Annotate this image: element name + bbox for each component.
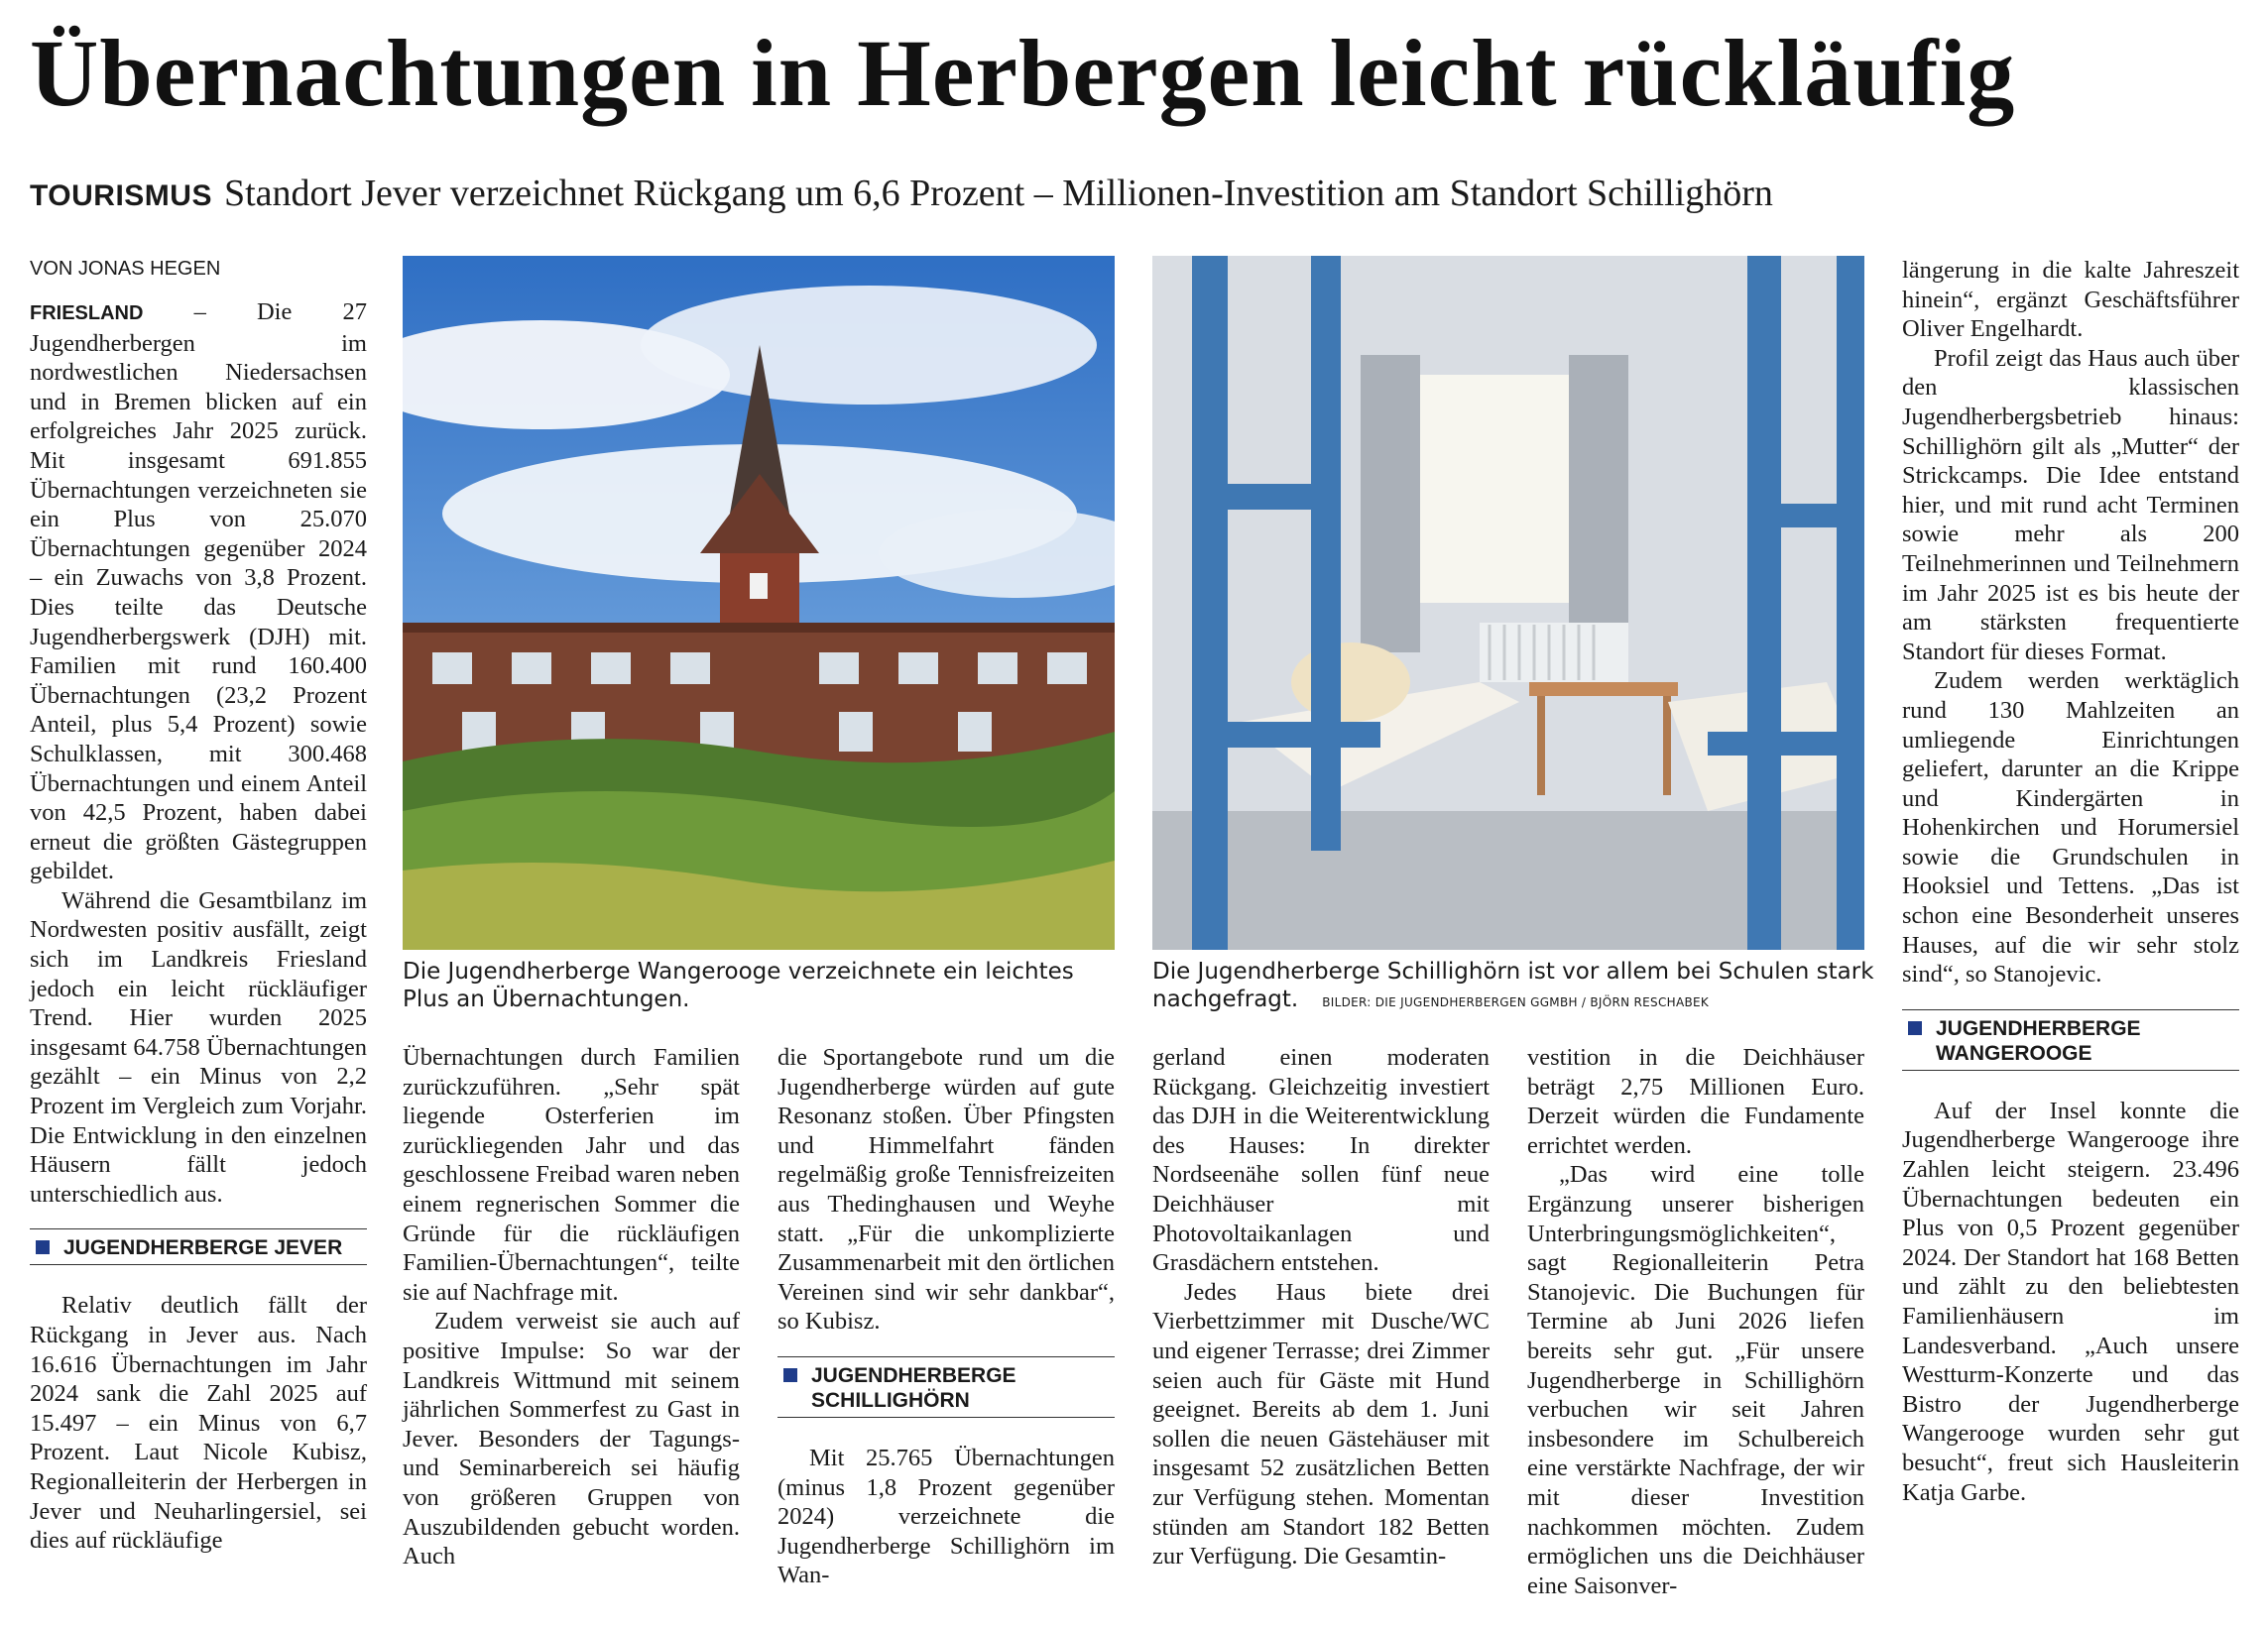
paragraph: Relativ deutlich fällt der Rückgang in Jever aus. Nach 16.616 Übernachtungen im Jahr 2024 sank die Zahl 2025 auf 15.497 – ein Minus von 6,7 Prozent. Laut Nicole Kubisz, Regionalleiterin der Herbergen in Jever und Neuharlingersiel, sei dies auf rückläufige <box>30 1292 367 1555</box>
photo-schillighoern <box>1152 256 1864 950</box>
section-header-line: JUGENDHERBERGE <box>1936 1016 2141 1040</box>
paragraph: die Sportangebote rund um die Jugendherberge würden auf gute Resonanz stoßen. Über Pfingsten und Himmelfahrt fänden regelmäßig große Tennisfreizeiten aus Thedinghausen und Weyhe statt. „Für die unkomplizierte Zusammenarbeit mit den örtlichen Vereinen sind wir sehr dankbar“, so Kubisz. <box>777 1044 1115 1336</box>
section-header-line: JUGENDHERBERGE <box>811 1363 1016 1387</box>
wangerooge-illustration <box>403 256 1115 950</box>
kicker: TOURISMUS <box>30 179 212 212</box>
photo-credit: BILDER: DIE JUGENDHERBERGEN GGMBH / BJÖRN RESCHABEK <box>1322 995 1710 1009</box>
paragraph: Übernachtungen durch Familien zurückzuführen. „Sehr spät liegende Osterferien im zurückliegenden Jahr und das geschlossene Freibad waren neben einem regnerischen Sommer die Gründe für die rückläufigen Familien-Übernachtungen“, teilte sie auf Nachfrage mit. <box>403 1044 740 1306</box>
column-1 <box>30 256 367 1556</box>
section-header-text: JUGENDHERBERGE JEVER <box>63 1236 343 1260</box>
paragraph: „Das wird eine tolle Ergänzung unserer bisherigen Unterbringungsmöglichkeiten“, sagt Regionalleiterin Petra Stanojevic. Die Buchungen für Termine ab Juni 2026 liefen bereits sehr gut. „Für unsere Jugendherberge in Schillighörn verbuchen wir seit Jahren insbesondere im Schulbereich eine verstärkte Nachfrage, der wir mit dieser Investition nachkommen möchten. Zudem ermöglichen uns die Deichhäuser eine Saisonver- <box>1527 1161 1864 1599</box>
paragraph: gerland einen moderaten Rückgang. Gleichzeitig investiert das DJH in die Weiterentwicklung des Hauses: In direkter Nordseenähe sollen fünf neue Deichhäuser mit Photovoltaikanlagen und Grasdächern entstehen. <box>1152 1044 1490 1277</box>
paragraph: Jedes Haus biete drei Vierbettzimmer mit Dusche/WC und eigener Terrasse; drei Zimmer seien auch für Gäste mit Hund geeignet. Bereits ab dem 1. Juni sollen die neuen Gästehäuser mit insgesamt 52 zusätzlichen Betten zur Verfügung stehen. Momentan stünden am Standort 182 Betten zur Verfügung. Die Gesamtin- <box>1152 1278 1490 1571</box>
paragraph: Auf der Insel konnte die Jugendherberge Wangerooge ihre Zahlen leicht steigern. 23.496 Übernachtungen bedeuten ein Plus von 0,5 Prozent gegenüber 2024. Der Standort hat 168 Betten und zählt zu den beliebtesten Familienhäusern im Landesverband. „Auch unsere Westturm-Konzerte und das Bistro der Jugendherberge Wangerooge wurden sehr gut besucht“, freut sich Hausleiterin Katja Garbe. <box>1902 1097 2239 1506</box>
column-6 <box>1902 256 2239 1507</box>
section-marker-icon <box>783 1368 797 1382</box>
headline: Übernachtungen in Herbergen leicht rückläufig <box>30 20 2016 126</box>
column-3 <box>777 1043 1115 1590</box>
section-header-wangerooge <box>1902 1009 2239 1071</box>
section-header-schillighoern <box>777 1356 1115 1418</box>
caption-schillighoern <box>1152 958 1876 1016</box>
section-header-text <box>1936 1016 2141 1066</box>
paragraph-text: – Die 27 Jugendherbergen im nordwestlichen Niedersachsen und in Bremen blicken auf ein erfolgreiches Jahr 2025 zurück. Mit insgesamt 691.855 Übernachtungen verzeichneten sie ein Plus von 25.070 Übernachtungen gegenüber 2024 – ein Zuwachs von 3,8 Prozent. Dies teilte das Deutsche Jugendherbergswerk (DJH) mit. Familien mit rund 160.400 Übernachtungen (23,2 Prozent Anteil, plus 5,4 Prozent) sowie Schulklassen, mit 300.468 Übernachtungen und einem Anteil von 42,5 Prozent, haben dabei erneut die größten Gästegruppen gebildet. <box>30 298 367 885</box>
section-header-jever <box>30 1228 367 1265</box>
section-header-line: SCHILLIGHÖRN <box>811 1388 970 1412</box>
dateline: FRIESLAND <box>30 302 144 324</box>
paragraph: vestition in die Deichhäuser beträgt 2,75 Millionen Euro. Derzeit würden die Fundamente errichtet werden. <box>1527 1044 1864 1159</box>
paragraph: Während die Gesamtbilanz im Nordwesten positiv ausfällt, zeigt sich im Landkreis Friesland jedoch ein leicht rückläufiger Trend. Hier wurden 2025 insgesamt 64.758 Übernachtungen gezählt – ein Minus von 2,2 Prozent im Vergleich zum Vorjahr. Die Entwicklung in den einzelnen Häusern fällt jedoch unterschiedlich aus. <box>30 886 367 1208</box>
subheadline-text: Standort Jever verzeichnet Rückgang um 6,6 Prozent – Millionen-Investition am Standort Schillighörn <box>223 173 1773 214</box>
paragraph: Profil zeigt das Haus auch über den klassischen Jugendherbergsbetrieb hinaus: Schillighörn gilt als „Mutter“ der Strickcamps. Die Idee entstand hier, und mit rund acht Terminen sowie mehr als 200 Teilnehmerinnen und Teilnehmern im Jahr 2025 ist es bis heute der am stärksten frequentierte Standort für dieses Format. <box>1902 344 2239 665</box>
section-marker-icon <box>36 1240 50 1254</box>
column-2 <box>403 1043 740 1571</box>
caption-wangerooge: Die Jugendherberge Wangerooge verzeichnete ein leichtes Plus an Übernachtungen. <box>403 959 1074 1012</box>
section-header-line: WANGEROOGE <box>1936 1041 2092 1065</box>
subheadline <box>30 171 2241 219</box>
column-4 <box>1152 1043 1490 1571</box>
byline: VON JONAS HEGEN <box>30 258 221 280</box>
section-header-text <box>811 1363 1016 1413</box>
section-marker-icon <box>1908 1021 1922 1035</box>
paragraph: Zudem werden werktäglich rund 130 Mahlzeiten an umliegende Einrichtungen geliefert, darunter an die Krippe und Kindergärten in Hohenkirchen und Horumersiel sowie die Grundschulen in Hooksiel und Tettens. „Das ist schon eine Besonderheit unseres Hauses, auf die wir sehr stolz sind“, so Stanojevic. <box>1902 667 2239 989</box>
paragraph <box>30 297 367 886</box>
photo-wangerooge <box>403 256 1115 950</box>
caption-text: Die Jugendherberge Schillighörn ist vor allem bei Schulen stark nachgefragt. <box>1152 959 1874 1012</box>
paragraph: Zudem verweist sie auch auf positive Impulse: So war der Landkreis Wittmund mit seinem jährlichen Sommerfest zu Gast in Jever. Besonders der Tagungs- und Seminarbereich sei häufig von größeren Gruppen von Auszubildenden gebucht worden. Auch <box>403 1308 740 1571</box>
paragraph: Mit 25.765 Übernachtungen (minus 1,8 Prozent gegenüber 2024) verzeichnete die Jugendherberge Schillighörn im Wan- <box>777 1444 1115 1589</box>
paragraph: längerung in die kalte Jahreszeit hinein“, ergänzt Geschäftsführer Oliver Engelhardt. <box>1902 257 2239 343</box>
schillighoern-illustration <box>1152 256 1864 950</box>
column-5 <box>1527 1043 1864 1600</box>
